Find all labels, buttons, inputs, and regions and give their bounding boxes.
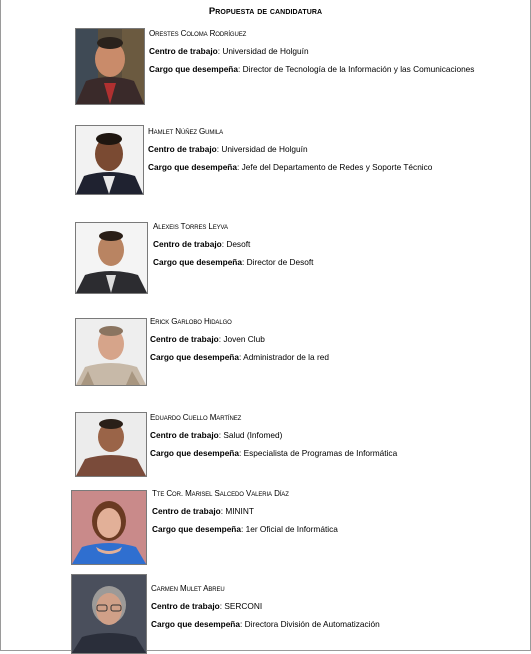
cargo-label: Cargo que desempeña xyxy=(150,448,239,458)
candidate-photo xyxy=(75,222,148,294)
cargo-label: Cargo que desempeña xyxy=(151,619,240,629)
centro-value: MININT xyxy=(225,506,254,516)
candidate-info: Alexeis Torres Leyva Centro de trabajo: Desoft Cargo que desempeña: Director de Desoft xyxy=(153,222,314,267)
candidate-name: Hamlet Núñez Gumila xyxy=(148,127,223,136)
cargo-label: Cargo que desempeña xyxy=(150,352,239,362)
cargo-label: Cargo que desempeña xyxy=(148,162,237,172)
candidate-info: Carmen Mulet Abreu Centro de trabajo: SERCONI Cargo que desempeña: Directora División de Automatización xyxy=(151,584,380,629)
centro-label: Centro de trabajo xyxy=(149,46,218,56)
centro-value: Desoft xyxy=(226,239,251,249)
centro-value: Joven Club xyxy=(223,334,265,344)
centro-value: SERCONI xyxy=(224,601,263,611)
candidate-name: Erick Garlobo Hidalgo xyxy=(150,317,232,326)
cargo-value: Director de Desoft xyxy=(246,257,314,267)
cargo-label: Cargo que desempeña xyxy=(153,257,242,267)
centro-value: Salud (Infomed) xyxy=(223,430,283,440)
candidate-photo xyxy=(75,318,147,386)
candidate-info: Hamlet Núñez Gumila Centro de trabajo: Universidad de Holguín Cargo que desempeña: Jefe del Departamento de Redes y Soporte Técnico xyxy=(148,127,433,172)
cargo-label: Cargo que desempeña xyxy=(152,524,241,534)
candidate-info: Orestes Coloma Rodríguez Centro de trabajo: Universidad de Holguín Cargo que desempeña: Director de Tecnología de la Información y las Comunicaciones xyxy=(149,29,475,74)
cargo-value: Directora División de Automatización xyxy=(244,619,380,629)
centro-label: Centro de trabajo xyxy=(150,430,219,440)
centro-label: Centro de trabajo xyxy=(152,506,221,516)
candidate-info: Tte Cor. Marisel Salcedo Valeria Díaz Centro de trabajo: MININT Cargo que desempeña: 1er Oficial de Informática xyxy=(152,489,338,534)
cargo-value: Jefe del Departamento de Redes y Soporte Técnico xyxy=(241,162,433,172)
centro-value: Universidad de Holguín xyxy=(221,144,308,154)
candidate-name: Tte Cor. Marisel Salcedo Valeria Díaz xyxy=(152,489,289,498)
candidate-photo xyxy=(71,490,147,565)
candidate-name: Alexeis Torres Leyva xyxy=(153,222,228,231)
centro-value: Universidad de Holguín xyxy=(222,46,309,56)
centro-label: Centro de trabajo xyxy=(150,334,219,344)
candidate-name: Eduardo Cuello Martínez xyxy=(150,413,242,422)
candidate-info: Erick Garlobo Hidalgo Centro de trabajo: Joven Club Cargo que desempeña: Administrador de la red xyxy=(150,317,329,362)
cargo-value: Especialista de Programas de Informática xyxy=(243,448,398,458)
cargo-value: Administrador de la red xyxy=(243,352,329,362)
candidate-info: Eduardo Cuello Martínez Centro de trabajo: Salud (Infomed) Cargo que desempeña: Especialista de Programas de Informática xyxy=(150,413,398,458)
cargo-value: Director de Tecnología de la Información y las Comunicaciones xyxy=(242,64,475,74)
candidate-photo xyxy=(75,412,147,477)
centro-label: Centro de trabajo xyxy=(153,239,222,249)
cargo-value: 1er Oficial de Informática xyxy=(245,524,338,534)
centro-label: Centro de trabajo xyxy=(148,144,217,154)
candidate-photo xyxy=(71,574,147,654)
candidate-name: Orestes Coloma Rodríguez xyxy=(149,29,247,38)
candidate-photo xyxy=(75,125,144,195)
candidate-name: Carmen Mulet Abreu xyxy=(151,584,225,593)
candidate-photo xyxy=(75,28,145,105)
cargo-label: Cargo que desempeña xyxy=(149,64,238,74)
document-title: Propuesta de candidatura xyxy=(208,6,323,17)
centro-label: Centro de trabajo xyxy=(151,601,220,611)
